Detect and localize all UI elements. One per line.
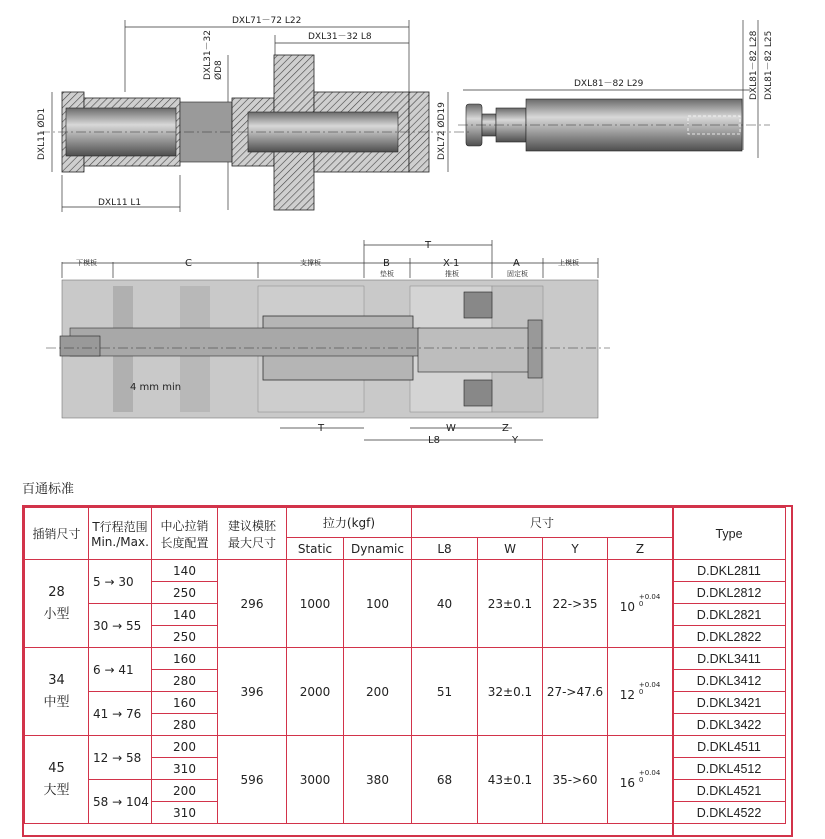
dim-l1-label: DXL11 L1 [98,198,142,208]
header-type: Type [673,508,786,560]
y-cell: 22->35 [543,560,608,648]
z-cell: 16 +0.04 0 [608,736,673,824]
dynamic-cell: 200 [344,648,412,736]
length-cell: 140 [152,604,218,626]
length-cell: 310 [152,802,218,824]
size-cell: 28 小型 [25,560,89,648]
header-force: 拉力(kgf) [287,508,412,538]
travel-cell: 58 → 104 [89,780,152,824]
travel-cell: 30 → 55 [89,604,152,648]
w-cell: 32±0.1 [478,648,543,736]
header-dynamic: Dynamic [344,538,412,560]
length-cell: 200 [152,780,218,802]
size-cell: 34 中型 [25,648,89,736]
z-cell: 12 +0.04 0 [608,648,673,736]
label-fixed-plate: 固定板 [507,270,528,278]
label-lower-plate: 下模板 [76,259,97,267]
length-cell: 250 [152,626,218,648]
mold-cell: 596 [218,736,287,824]
dynamic-cell: 380 [344,736,412,824]
label-push-plate: 推板 [445,270,459,278]
type-cell: D.DKL4512 [673,758,786,780]
static-cell: 3000 [287,736,344,824]
dim-l25-label: DXL81－82 L25 [764,30,774,100]
length-cell: 250 [152,582,218,604]
mold-cell: 396 [218,648,287,736]
header-size: 插销尺寸 [25,508,89,560]
w-cell: 43±0.1 [478,736,543,824]
length-cell: 280 [152,670,218,692]
length-cell: 280 [152,714,218,736]
header-z: Z [608,538,673,560]
travel-cell: 12 → 58 [89,736,152,780]
l8-cell: 68 [412,736,478,824]
label-min-note: 4 mm min [130,382,182,393]
type-cell: D.DKL3422 [673,714,786,736]
dim-l28-label: DXL81－82 L28 [749,30,759,100]
section-title: 百通标准 [22,482,75,497]
dim-overall-label: DXL71－72 L22 [232,16,302,26]
length-cell: 310 [152,758,218,780]
type-cell: D.DKL2821 [673,604,786,626]
label-upper-plate: 上模板 [558,259,579,267]
header-mold: 建议模胚 最大尺寸 [218,508,287,560]
type-cell: D.DKL4511 [673,736,786,758]
label-t-bottom: T [318,423,325,434]
label-c: C [185,258,192,269]
header-dims: 尺寸 [412,508,673,538]
type-cell: D.DKL2811 [673,560,786,582]
dim-l8-label: DXL31－32 L8 [308,32,372,42]
dim-d19-label: DXL72 ØD19 [437,102,447,160]
dim-d1-label: DXL11 ØD1 [37,107,47,160]
type-cell: D.DKL4521 [673,780,786,802]
assembly-drawing-mold [0,228,825,453]
header-static: Static [287,538,344,560]
label-y: Y [512,435,519,446]
length-cell: 140 [152,560,218,582]
travel-cell: 5 → 30 [89,560,152,604]
label-w: W [446,423,456,434]
mold-cell: 296 [218,560,287,648]
w-cell: 23±0.1 [478,560,543,648]
header-y: Y [543,538,608,560]
label-b: B [383,258,390,269]
header-length: 中心拉销 长度配置 [152,508,218,560]
puller-assembly-body [62,55,429,210]
type-cell: D.DKL3411 [673,648,786,670]
label-z: Z [502,423,509,434]
header-travel: T行程范围 Min./Max. [89,508,152,560]
label-pad-plate: 垫板 [380,270,394,278]
mold-plates [60,280,598,418]
type-cell: D.DKL2812 [673,582,786,604]
length-cell: 160 [152,692,218,714]
y-cell: 27->47.6 [543,648,608,736]
length-cell: 200 [152,736,218,758]
label-support-plate: 支撑板 [300,259,321,267]
dynamic-cell: 100 [344,560,412,648]
type-cell: D.DKL3412 [673,670,786,692]
size-cell: 45 大型 [25,736,89,824]
static-cell: 2000 [287,648,344,736]
dim-d8-label-b: ØD8 [214,60,224,80]
header-l8: L8 [412,538,478,560]
assembly-drawing-top [0,0,825,225]
header-w: W [478,538,543,560]
type-column-separator [672,505,674,835]
static-cell: 1000 [287,560,344,648]
label-x1: X-1 [443,258,460,269]
label-t-top: T [425,240,432,251]
type-cell: D.DKL4522 [673,802,786,824]
dim-d8-label-a: DXL31－32 [203,29,213,80]
travel-cell: 41 → 76 [89,692,152,736]
label-a: A [513,258,520,269]
length-cell: 160 [152,648,218,670]
y-cell: 35->60 [543,736,608,824]
z-cell: 10 +0.04 0 [608,560,673,648]
l8-cell: 51 [412,648,478,736]
type-cell: D.DKL3421 [673,692,786,714]
dim-l29-label: DXL81－82 L29 [574,79,644,89]
travel-cell: 6 → 41 [89,648,152,692]
label-l8: L8 [428,435,440,446]
l8-cell: 40 [412,560,478,648]
type-cell: D.DKL2822 [673,626,786,648]
